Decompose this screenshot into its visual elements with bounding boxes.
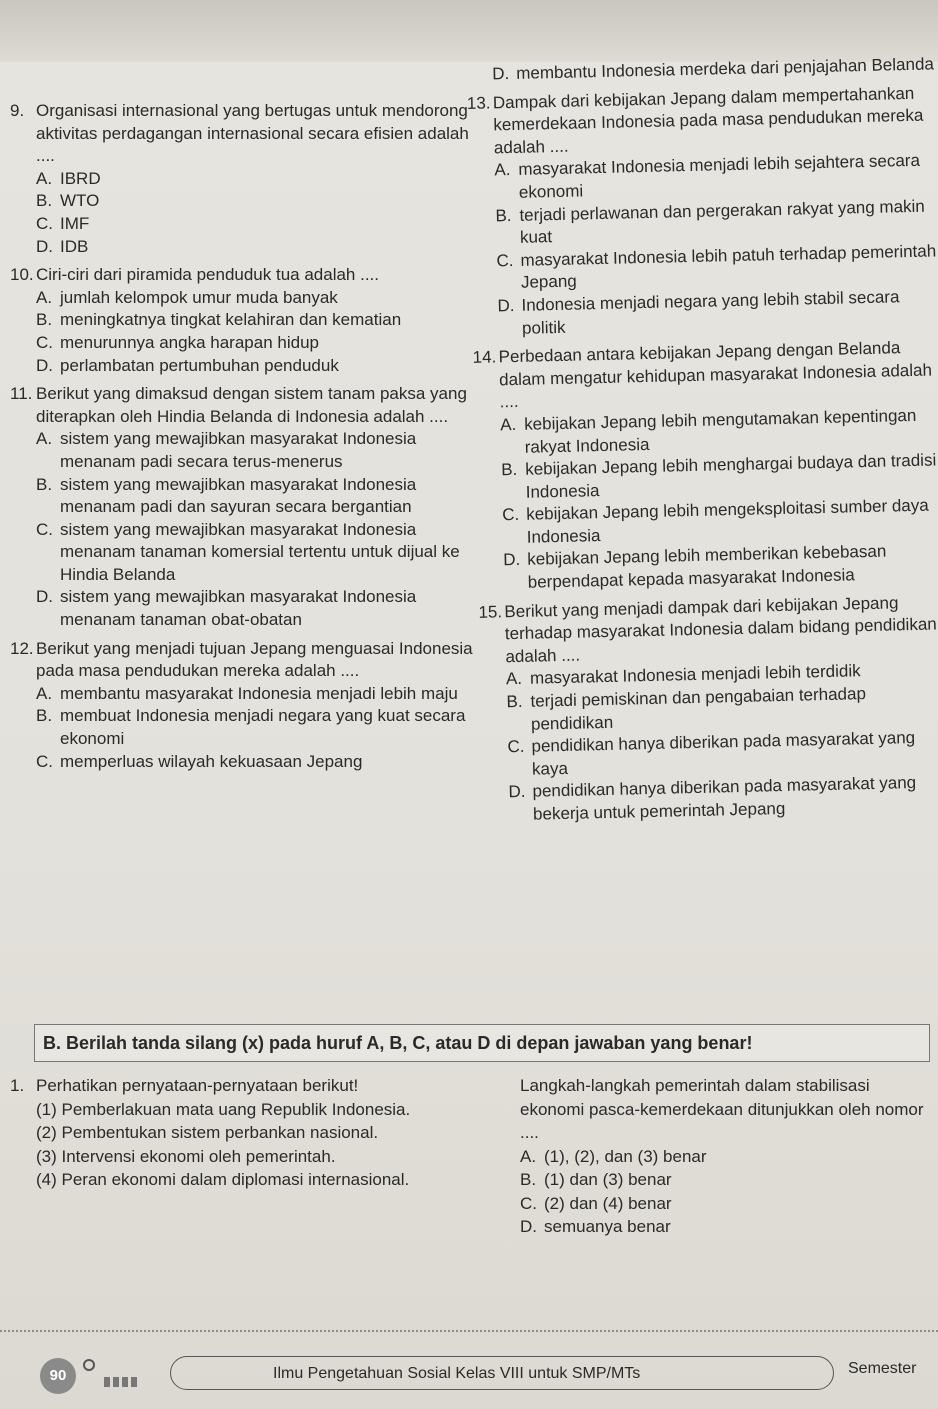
- question: [472, 336, 938, 595]
- answer-option: [10, 519, 480, 587]
- statement: (3) Intervensi ekonomi oleh pemerintah.: [36, 1146, 336, 1166]
- option-letter: B.: [36, 706, 53, 726]
- option-text: kebijakan Jepang lebih menghargai budaya dan tradisi Indonesia: [524, 450, 937, 502]
- option-text: masyarakat Indonesia menjadi lebih terdidik: [529, 661, 861, 689]
- option-text: menurunnya angka harapan hidup: [60, 332, 319, 352]
- answer-option: [10, 705, 480, 750]
- question-header: [10, 638, 480, 683]
- option-text: memperluas wilayah kekuasaan Jepang: [60, 751, 363, 771]
- answer-option: [10, 683, 480, 706]
- option-letter: D.: [508, 782, 526, 802]
- option-letter: C.: [36, 213, 53, 233]
- option-text: semuanya benar: [544, 1217, 671, 1236]
- question-text: Berikut yang menjadi dampak dari kebijakan Jepang terhadap masyarakat Indonesia dalam bidang pendidikan adalah ....: [504, 592, 937, 667]
- option-text: membuat Indonesia menjadi negara yang kuat secara ekonomi: [60, 706, 466, 749]
- option-text: IBRD: [60, 168, 101, 188]
- option-text: (1) dan (3) benar: [544, 1170, 672, 1189]
- option-letter: D.: [492, 64, 510, 84]
- option-letter: A.: [494, 160, 511, 180]
- ring-ornament-icon: [83, 1359, 95, 1371]
- option-text: terjadi pemiskinan dan pengabaian terhadap pendidikan: [530, 684, 867, 734]
- option-letter: B.: [506, 691, 523, 712]
- question-header: [10, 264, 480, 287]
- question-number: 1.: [10, 1076, 25, 1095]
- page-footer: [0, 1348, 938, 1409]
- answer-option: [10, 168, 480, 191]
- question-text: Perbedaan antara kebijakan Jepang dengan Belanda dalam mengatur kehidupan masyarakat Indonesia adalah ....: [498, 338, 933, 412]
- question: [10, 100, 480, 258]
- section-b-heading: B. Berilah tanda silang (x) pada huruf A, B, C, atau D di depan jawaban yang benar!: [34, 1024, 930, 1062]
- answer-option: [482, 772, 938, 828]
- option-letter: C.: [507, 737, 525, 757]
- option-letter: A.: [36, 287, 53, 307]
- option-letter: A.: [499, 414, 517, 435]
- option-letter: C.: [520, 1193, 537, 1213]
- option-text: membantu masyarakat Indonesia menjadi lebih maju: [60, 683, 458, 703]
- option-letter: B.: [36, 310, 53, 330]
- option-text: masyarakat Indonesia menjadi lebih sejahtera secara ekonomi: [518, 151, 921, 202]
- answer-option: [10, 474, 480, 519]
- option-text: membantu Indonesia merdeka dari penjajahan Belanda: [516, 54, 935, 83]
- option-text: jumlah kelompok umur muda banyak: [60, 287, 338, 307]
- right-column: [466, 53, 938, 827]
- answer-option: [10, 190, 480, 213]
- question-number: 9.: [10, 101, 25, 120]
- option-text: (1), (2), dan (3) benar: [544, 1146, 707, 1166]
- page-top-edge: [0, 0, 938, 62]
- question-text: Organisasi internasional yang bertugas untuk mendorong aktivitas perdagangan internasional secara efisien adalah ....: [36, 101, 469, 166]
- question-header: [472, 336, 938, 414]
- option-letter: A.: [520, 1146, 537, 1166]
- answer-option: [10, 428, 480, 473]
- question-number: 11.: [10, 384, 33, 404]
- answer-option: [10, 586, 480, 631]
- option-letter: C.: [496, 250, 514, 271]
- question-text: Berikut yang menjadi tujuan Jepang menguasai Indonesia pada masa pendudukan mereka adalah ....: [36, 638, 473, 681]
- option-letter: A.: [36, 429, 53, 449]
- option-text: (2) dan (4) benar: [544, 1193, 672, 1213]
- option-letter: C.: [36, 519, 53, 539]
- question: [10, 264, 480, 377]
- option-letter: A.: [36, 168, 53, 188]
- option-letter: B.: [520, 1170, 537, 1189]
- answer-option: [10, 751, 480, 774]
- option-text: kebijakan Jepang lebih memberikan kebebasan berpendapat kepada masyarakat Indonesia: [527, 542, 887, 592]
- answer-option: [10, 213, 480, 236]
- option-letter: D.: [36, 355, 53, 375]
- option-letter: D.: [36, 236, 53, 256]
- question-text: Perhatikan pernyataan-pernyataan berikut!: [36, 1076, 359, 1095]
- option-text: kebijakan Jepang lebih mengeksploitasi sumber daya Indonesia: [526, 495, 929, 547]
- option-letter: D.: [497, 295, 515, 316]
- left-column: [10, 100, 480, 773]
- question-text: Langkah-langkah pemerintah dalam stabilisasi ekonomi pasca-kemerdekaan ditunjukkan oleh nomor ....: [520, 1076, 924, 1142]
- option-text: pendidikan hanya diberikan pada masyarakat yang bekerja untuk pemerintah Jepang: [532, 773, 917, 824]
- question-number: 10.: [10, 265, 34, 285]
- question-number: 15.: [478, 601, 503, 622]
- option-text: meningkatnya tingkat kelahiran dan kematian: [60, 310, 402, 330]
- footer-divider: [0, 1330, 938, 1332]
- option-text: perlambatan pertumbuhan penduduk: [60, 355, 339, 375]
- section-b-question-1: [10, 1074, 480, 1192]
- option-text: terjadi perlawanan dan pergerakan rakyat yang makin kuat: [519, 196, 925, 247]
- option-text: pendidikan hanya diberikan pada masyarakat yang kaya: [531, 728, 916, 779]
- option-letter: D.: [503, 550, 521, 570]
- answer-option: [477, 540, 938, 596]
- question: [10, 383, 480, 632]
- statement: (1) Pemberlakuan mata uang Republik Indonesia.: [36, 1099, 411, 1119]
- book-title: Ilmu Pengetahuan Sosial Kelas VIII untuk SMP/MTs: [170, 1356, 834, 1390]
- option-letter: D.: [36, 587, 53, 607]
- option-letter: B.: [36, 191, 53, 211]
- option-letter: B.: [501, 460, 518, 480]
- answer-option: [10, 332, 480, 355]
- option-text: IMF: [60, 213, 90, 233]
- question-number: 14.: [472, 347, 497, 368]
- option-letter: D.: [520, 1217, 537, 1236]
- question-text: Dampak dari kebijakan Jepang dalam mempertahankan kemerdekaan Indonesia pada masa pendudukan mereka adalah ....: [492, 83, 924, 158]
- option-text: WTO: [60, 191, 100, 211]
- option-text: kebijakan Jepang lebih mengutamakan kepentingan rakyat Indonesia: [523, 405, 917, 457]
- question-text: Ciri-ciri dari piramida penduduk tua adalah ....: [36, 265, 380, 285]
- statement: (4) Peran ekonomi dalam diplomasi internasional.: [36, 1170, 410, 1189]
- option-text: sistem yang mewajibkan masyarakat Indonesia menanam tanaman obat-obatan: [60, 587, 417, 630]
- question: [478, 591, 938, 828]
- option-letter: B.: [36, 474, 53, 494]
- question-number: 12.: [10, 638, 34, 658]
- option-letter: A.: [505, 669, 523, 689]
- option-text: sistem yang mewajibkan masyarakat Indonesia menanam padi secara terus-menerus: [60, 429, 417, 471]
- option-letter: C.: [36, 332, 53, 352]
- question-text: Berikut yang dimaksud dengan sistem tanam paksa yang diterapkan oleh Hindia Belanda di Indonesia adalah ....: [36, 384, 467, 426]
- option-text: masyarakat Indonesia lebih patuh terhadap pemerintah Jepang: [520, 241, 937, 293]
- option-letter: C.: [502, 505, 520, 525]
- answer-option: [10, 287, 480, 310]
- answer-option: [471, 285, 938, 341]
- question-number: 13.: [466, 93, 491, 113]
- option-text: sistem yang mewajibkan masyarakat Indonesia menanam padi dan sayuran secara bergantian: [60, 474, 417, 517]
- question-header: [10, 383, 480, 428]
- option-letter: B.: [495, 205, 512, 225]
- question: [10, 638, 480, 774]
- option-letter: A.: [36, 683, 53, 703]
- option-text: Indonesia menjadi negara yang lebih stabil secara politik: [521, 287, 900, 338]
- answer-option: [10, 236, 480, 259]
- section-b-question-1-continued: [520, 1074, 934, 1239]
- answer-option: [10, 355, 480, 378]
- question-header: [478, 591, 938, 669]
- question: [467, 82, 938, 341]
- option-text: IDB: [60, 236, 89, 256]
- question-header: [467, 82, 938, 160]
- question-header: [10, 100, 480, 168]
- bars-ornament-icon: [104, 1374, 154, 1384]
- answer-option: [10, 309, 480, 332]
- statement: (2) Pembentukan sistem perbankan nasional.: [36, 1123, 379, 1142]
- option-text: sistem yang mewajibkan masyarakat Indonesia menanam tanaman komersial tertentu untuk dijual ke Hindia Belanda: [60, 519, 460, 584]
- semester-label: Semester: [848, 1360, 917, 1377]
- option-letter: C.: [36, 751, 53, 771]
- page-number: 90: [40, 1358, 76, 1394]
